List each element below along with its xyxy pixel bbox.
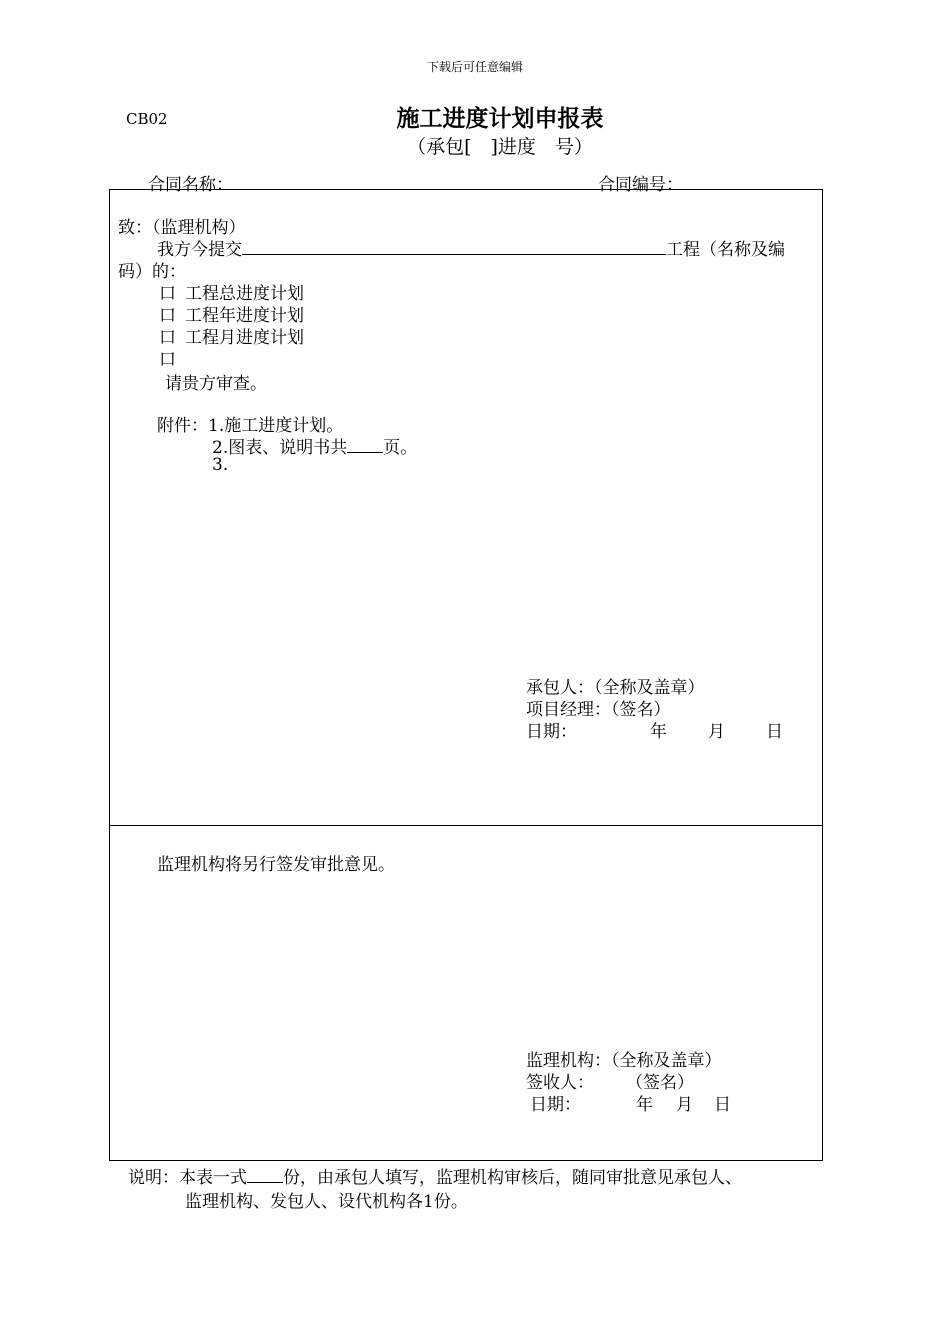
submit-wrap: 码）的： bbox=[118, 262, 186, 282]
contract-number-label: 合同编号： bbox=[598, 175, 683, 195]
year-label: 年 bbox=[650, 722, 667, 742]
copies-field[interactable] bbox=[247, 1166, 283, 1183]
submit-line bbox=[157, 235, 785, 260]
receiver-label: 签收人： bbox=[526, 1073, 594, 1093]
receiver-sign: （签名） bbox=[626, 1073, 694, 1093]
project-name-field[interactable] bbox=[242, 238, 666, 255]
review-request: 请贵方审查。 bbox=[165, 374, 267, 394]
attachment-2-suffix: 页。 bbox=[383, 438, 418, 458]
receiver-signature bbox=[526, 1068, 726, 1093]
day-label: 日 bbox=[714, 1095, 731, 1115]
year-label: 年 bbox=[636, 1095, 653, 1115]
option-other[interactable] bbox=[159, 345, 185, 370]
checkbox-icon[interactable]: 口 bbox=[159, 306, 176, 326]
note-prefix: 说明：本表一式 bbox=[128, 1168, 247, 1188]
attachment-label: 附件： bbox=[157, 416, 208, 436]
form-note-line2: 监理机构、发包人、设代机构各1份。 bbox=[185, 1192, 468, 1212]
attachment-2 bbox=[212, 433, 417, 458]
attachment-1-text: 1.施工进度计划。 bbox=[208, 416, 344, 436]
addressee: 致：（监理机构） bbox=[118, 218, 246, 238]
checkbox-icon[interactable]: 口 bbox=[159, 284, 176, 304]
option-label: 工程月进度计划 bbox=[185, 328, 304, 348]
form-note-line1 bbox=[128, 1163, 742, 1188]
page-count-field[interactable] bbox=[347, 436, 383, 453]
supervision-opinion: 监理机构将另行签发审批意见。 bbox=[157, 855, 395, 875]
project-manager-signature: 项目经理：（签名） bbox=[526, 700, 671, 720]
month-label: 月 bbox=[708, 722, 725, 742]
attachment-3: 3. bbox=[212, 455, 229, 475]
checkbox-icon[interactable]: 口 bbox=[159, 350, 176, 370]
attachment-2-prefix: 2.图表、说明书共 bbox=[212, 438, 348, 458]
submit-prefix: 我方今提交 bbox=[157, 240, 242, 260]
supervision-date bbox=[530, 1090, 750, 1115]
section-divider bbox=[109, 825, 823, 826]
option-label: 工程年进度计划 bbox=[185, 306, 304, 326]
date-label: 日期： bbox=[526, 722, 577, 742]
supervision-agency-signature: 监理机构：（全称及盖章） bbox=[526, 1051, 722, 1071]
contractor-signature: 承包人：（全称及盖章） bbox=[526, 678, 705, 698]
checkbox-icon[interactable]: 口 bbox=[159, 328, 176, 348]
day-label: 日 bbox=[766, 722, 783, 742]
contract-name-label: 合同名称： bbox=[148, 175, 233, 195]
note-suffix: 份，由承包人填写，监理机构审核后，随同审批意见承包人、 bbox=[283, 1168, 742, 1188]
date-label: 日期： bbox=[530, 1095, 581, 1115]
submit-suffix: 工程（名称及编 bbox=[666, 240, 785, 260]
form-code: CB02 bbox=[126, 110, 168, 128]
option-label: 工程总进度计划 bbox=[185, 284, 304, 304]
form-title: 施工进度计划申报表 bbox=[396, 105, 604, 132]
contractor-date bbox=[526, 717, 796, 742]
download-note: 下载后可任意编辑 bbox=[426, 60, 523, 74]
form-subtitle: （承包[ ]进度 号） bbox=[407, 136, 593, 158]
month-label: 月 bbox=[676, 1095, 693, 1115]
